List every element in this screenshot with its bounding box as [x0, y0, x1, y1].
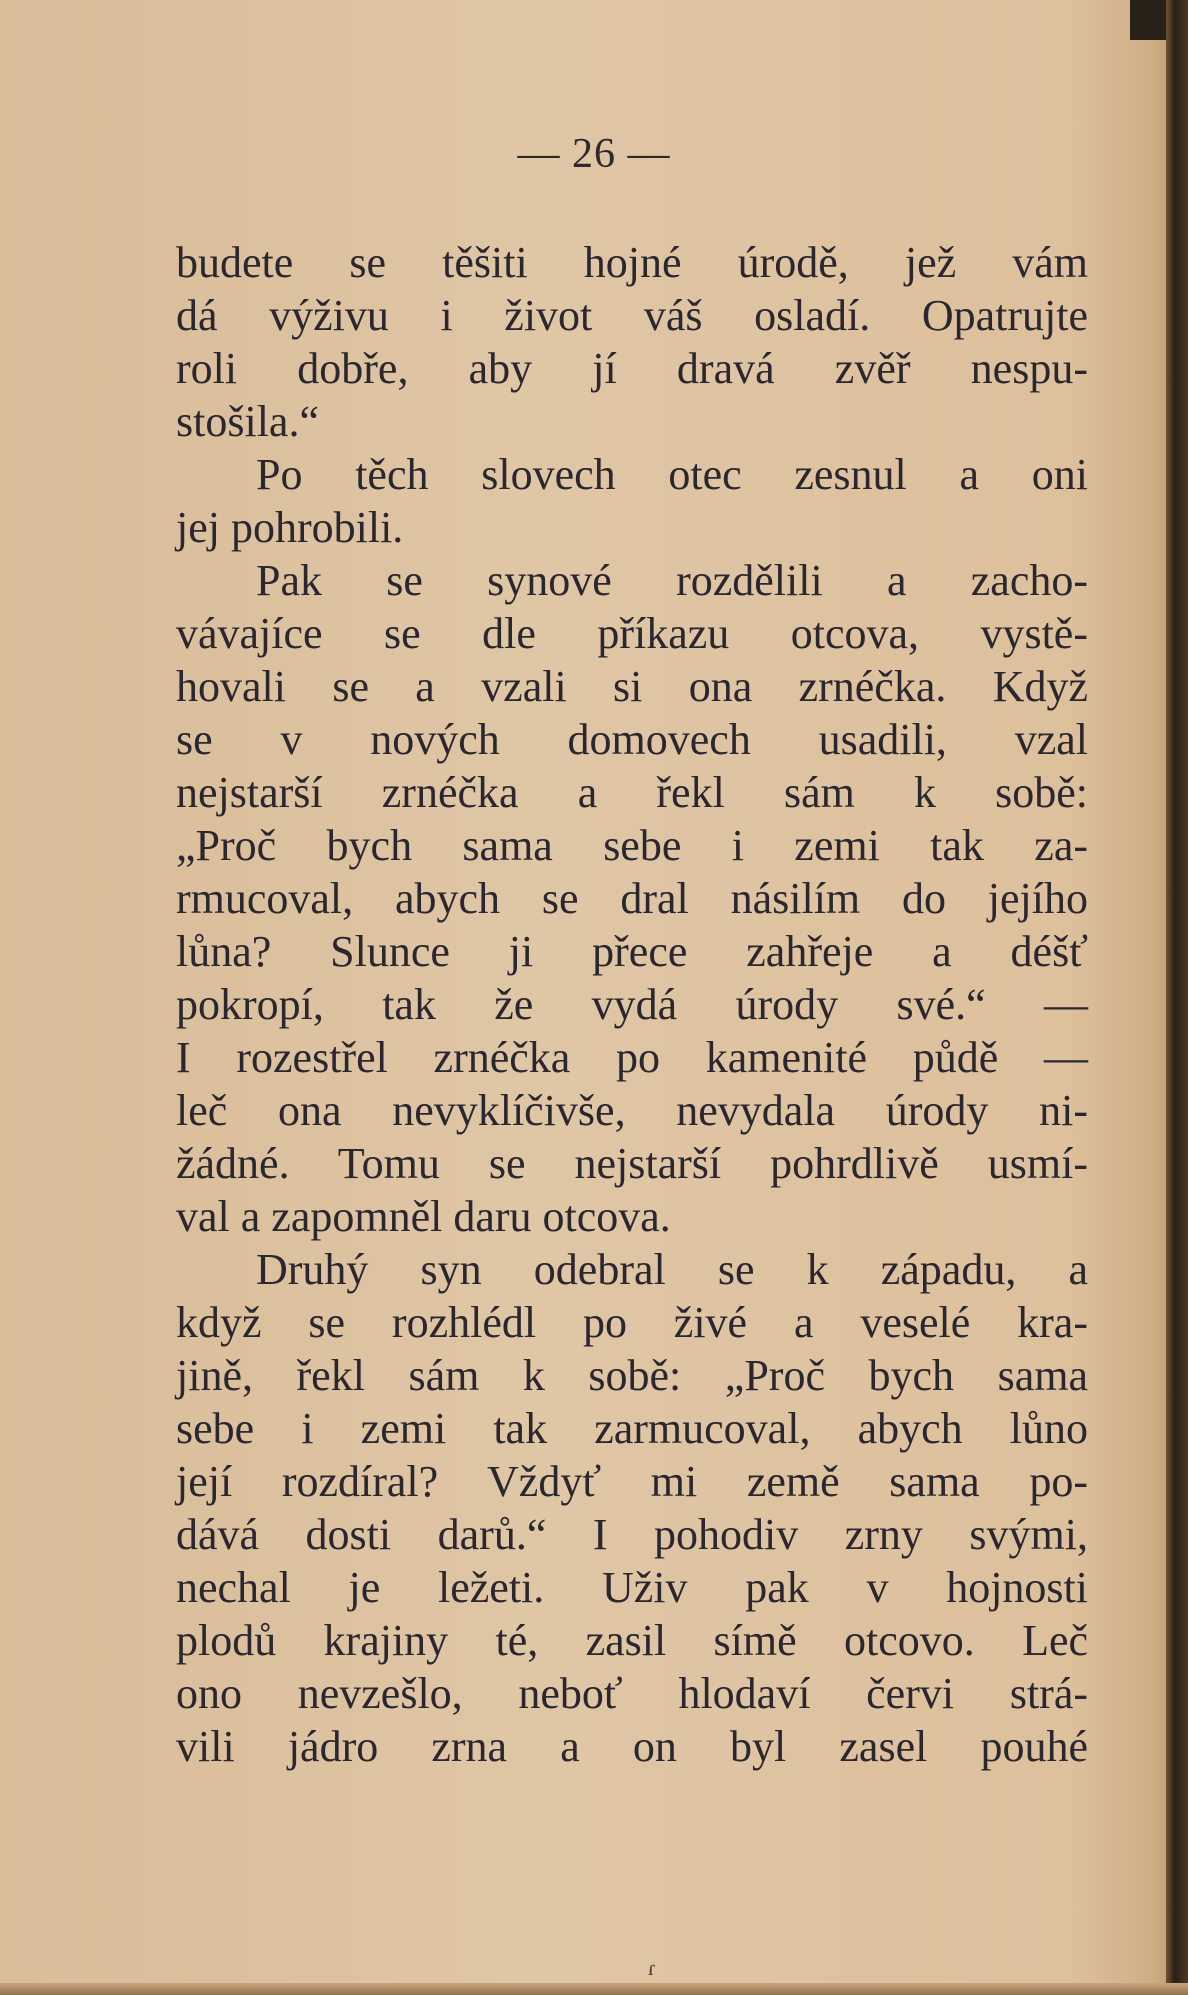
text-line: nejstarší zrnéčka a řekl sám k sobě:	[176, 768, 1088, 817]
text-line: rmucoval, abych se dral násilím do jejího	[176, 874, 1088, 923]
text-line: ono nevzešlo, neboť hlodaví červi strá-	[176, 1669, 1088, 1718]
text-line: jej pohrobili.	[176, 503, 404, 552]
text-line: Druhý syn odebral se k západu, a	[256, 1245, 1088, 1294]
text-line: Po těch slovech otec zesnul a oni	[256, 450, 1088, 499]
printer-mark: ɾ	[648, 1955, 656, 1980]
text-line: nechal je ležeti. Uživ pak v hojnosti	[176, 1563, 1088, 1612]
text-line: I rozestřel zrnéčka po kamenité půdě —	[176, 1033, 1088, 1082]
text-line: její rozdíral? Vždyť mi země sama po-	[176, 1457, 1088, 1506]
text-line: žádné. Tomu se nejstarší pohrdlivě usmí-	[176, 1139, 1088, 1188]
text-line: stošila.“	[176, 397, 319, 446]
text-line: jině, řekl sám k sobě: „Proč bych sama	[176, 1351, 1088, 1400]
text-line: vili jádro zrna a on byl zasel pouhé	[176, 1722, 1088, 1771]
text-line: dá výživu i život váš osladí. Opatrujte	[176, 291, 1088, 340]
text-line: sebe i zemi tak zarmucoval, abych lůno	[176, 1404, 1088, 1453]
text-line: Pak se synové rozdělili a zacho-	[256, 556, 1088, 605]
text-line: se v nových domovech usadili, vzal	[176, 715, 1088, 764]
text-line: plodů krajiny té, zasil símě otcovo. Leč	[176, 1616, 1088, 1665]
text-line: lůna? Slunce ji přece zahřeje a déšť	[176, 927, 1088, 976]
text-line: leč ona nevyklíčivše, nevydala úrody ni-	[176, 1086, 1088, 1135]
page-bottom-edge	[0, 1983, 1188, 1995]
text-line: hovali se a vzali si ona zrnéčka. Když	[176, 662, 1088, 711]
text-line: když se rozhlédl po živé a veselé kra-	[176, 1298, 1088, 1347]
text-line: dává dosti darů.“ I pohodiv zrny svými,	[176, 1510, 1088, 1559]
book-binding-edge	[1166, 0, 1188, 1995]
text-line: vávajíce se dle příkazu otcova, vystě-	[176, 609, 1088, 658]
text-line: budete se těšiti hojné úrodě, jež vám	[176, 238, 1088, 287]
text-line: pokropí, tak že vydá úrody své.“ —	[176, 980, 1088, 1029]
page-number: — 26 —	[517, 131, 671, 177]
body-text	[176, 236, 1088, 1773]
text-line: val a zapomněl daru otcova.	[176, 1192, 671, 1241]
text-line: roli dobře, aby jí dravá zvěř nespu-	[176, 344, 1088, 393]
text-line: „Proč bych sama sebe i zemi tak za-	[176, 821, 1088, 870]
